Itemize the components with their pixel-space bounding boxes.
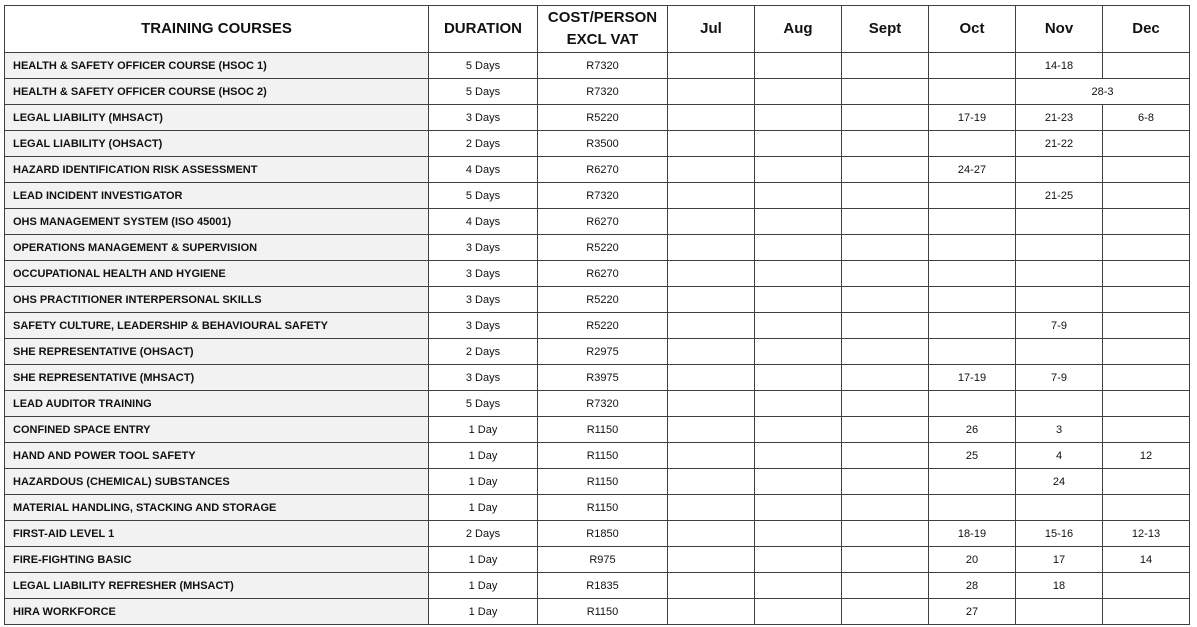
duration-cell: 1 Day: [429, 443, 538, 469]
month-cell-sept: [842, 547, 929, 573]
header-row: [5, 6, 1190, 53]
cost-cell: R1150: [538, 469, 668, 495]
month-cell-dec: [1103, 131, 1190, 157]
table-row: [5, 495, 1190, 521]
month-cell-nov: 21-25: [1016, 183, 1103, 209]
month-cell-dec: [1103, 417, 1190, 443]
header-cost-line2: EXCL VAT: [566, 31, 639, 48]
header-month-jul: Jul: [668, 6, 755, 53]
month-cell-dec: [1103, 53, 1190, 79]
table-row: [5, 209, 1190, 235]
table-row: [5, 599, 1190, 625]
month-cell-dec: [1103, 261, 1190, 287]
month-cell-sept: [842, 391, 929, 417]
month-cell-oct: 17-19: [929, 365, 1016, 391]
month-cell-aug: [755, 391, 842, 417]
cost-cell: R1850: [538, 521, 668, 547]
month-cell-nov: [1016, 261, 1103, 287]
course-name-cell: MATERIAL HANDLING, STACKING AND STORAGE: [5, 495, 429, 521]
month-cell-oct: 18-19: [929, 521, 1016, 547]
table-row: [5, 53, 1190, 79]
month-cell-nov: [1016, 287, 1103, 313]
duration-cell: 3 Days: [429, 313, 538, 339]
month-cell-aug: [755, 521, 842, 547]
table-row: [5, 417, 1190, 443]
course-name-cell: SAFETY CULTURE, LEADERSHIP & BEHAVIOURAL SAFETY: [5, 313, 429, 339]
table-row: [5, 183, 1190, 209]
month-cell-aug: [755, 495, 842, 521]
table-row: [5, 157, 1190, 183]
table-row: [5, 313, 1190, 339]
month-cell-nov: [1016, 495, 1103, 521]
month-cell-nov: 21-22: [1016, 131, 1103, 157]
month-cell-jul: [668, 235, 755, 261]
cost-cell: R5220: [538, 313, 668, 339]
month-cell-sept: [842, 261, 929, 287]
month-cell-nov: 18: [1016, 573, 1103, 599]
month-cell-jul: [668, 157, 755, 183]
course-name-cell: HAZARD IDENTIFICATION RISK ASSESSMENT: [5, 157, 429, 183]
month-cell-jul: [668, 105, 755, 131]
course-name-cell: HAND AND POWER TOOL SAFETY: [5, 443, 429, 469]
table-row: [5, 105, 1190, 131]
month-cell-aug: [755, 469, 842, 495]
month-cell-aug: [755, 261, 842, 287]
month-cell-jul: [668, 79, 755, 105]
table-row: [5, 573, 1190, 599]
month-cell-aug: [755, 313, 842, 339]
duration-cell: 4 Days: [429, 157, 538, 183]
month-cell-nov: [1016, 339, 1103, 365]
month-cell-oct: 27: [929, 599, 1016, 625]
table-row: [5, 235, 1190, 261]
month-cell-nov: 7-9: [1016, 313, 1103, 339]
cost-cell: R1150: [538, 417, 668, 443]
course-name-cell: OPERATIONS MANAGEMENT & SUPERVISION: [5, 235, 429, 261]
month-cell-aug: [755, 365, 842, 391]
cost-cell: R5220: [538, 105, 668, 131]
course-name-cell: OCCUPATIONAL HEALTH AND HYGIENE: [5, 261, 429, 287]
cost-cell: R7320: [538, 53, 668, 79]
duration-cell: 1 Day: [429, 599, 538, 625]
cost-cell: R1835: [538, 573, 668, 599]
table-row: [5, 521, 1190, 547]
cost-cell: R975: [538, 547, 668, 573]
duration-cell: 2 Days: [429, 521, 538, 547]
month-cell-nov: 3: [1016, 417, 1103, 443]
table-row: [5, 339, 1190, 365]
month-cell-sept: [842, 443, 929, 469]
month-cell-nov: 24: [1016, 469, 1103, 495]
header-cost-per-person: [538, 6, 668, 53]
month-cell-sept: [842, 417, 929, 443]
cost-cell: R1150: [538, 495, 668, 521]
duration-cell: 3 Days: [429, 105, 538, 131]
month-cell-jul: [668, 391, 755, 417]
duration-cell: 2 Days: [429, 339, 538, 365]
month-cell-oct: 24-27: [929, 157, 1016, 183]
duration-cell: 5 Days: [429, 53, 538, 79]
header-cost-line1: COST/PERSON: [547, 9, 658, 26]
month-cell-oct: [929, 79, 1016, 105]
duration-cell: 1 Day: [429, 417, 538, 443]
month-cell-aug: [755, 183, 842, 209]
month-cell-dec: 12: [1103, 443, 1190, 469]
course-name-cell: HEALTH & SAFETY OFFICER COURSE (HSOC 2): [5, 79, 429, 105]
month-cell-oct: [929, 469, 1016, 495]
month-cell-nov: [1016, 235, 1103, 261]
month-cell-aug: [755, 599, 842, 625]
table-row: [5, 443, 1190, 469]
month-cell-jul: [668, 313, 755, 339]
cost-cell: R3500: [538, 131, 668, 157]
course-name-cell: SHE REPRESENTATIVE (OHSACT): [5, 339, 429, 365]
duration-cell: 3 Days: [429, 261, 538, 287]
month-cell-nov: 4: [1016, 443, 1103, 469]
table-row: [5, 365, 1190, 391]
month-cell-jul: [668, 287, 755, 313]
duration-cell: 3 Days: [429, 235, 538, 261]
training-schedule-table: [4, 5, 1190, 625]
month-cell-jul: [668, 599, 755, 625]
month-cell-oct: [929, 339, 1016, 365]
course-name-cell: HIRA WORKFORCE: [5, 599, 429, 625]
table-row: [5, 131, 1190, 157]
month-cell-oct: 28: [929, 573, 1016, 599]
month-cell-sept: [842, 521, 929, 547]
course-name-cell: LEAD INCIDENT INVESTIGATOR: [5, 183, 429, 209]
month-cell-sept: [842, 105, 929, 131]
month-cell-aug: [755, 547, 842, 573]
month-cell-jul: [668, 261, 755, 287]
month-cell-dec: [1103, 287, 1190, 313]
table-row: [5, 469, 1190, 495]
cost-cell: R6270: [538, 157, 668, 183]
month-cell-oct: 26: [929, 417, 1016, 443]
course-name-cell: LEGAL LIABILITY REFRESHER (MHSACT): [5, 573, 429, 599]
month-cell-aug: [755, 235, 842, 261]
month-cell-jul: [668, 417, 755, 443]
month-cell-oct: [929, 209, 1016, 235]
month-cell-jul: [668, 521, 755, 547]
month-cell-oct: 17-19: [929, 105, 1016, 131]
month-cell-aug: [755, 53, 842, 79]
cost-cell: R6270: [538, 209, 668, 235]
month-cell-sept: [842, 79, 929, 105]
month-cell-nov: [1016, 209, 1103, 235]
duration-cell: 5 Days: [429, 183, 538, 209]
month-cell-dec: [1103, 573, 1190, 599]
month-cell-oct: [929, 131, 1016, 157]
month-cell-aug: [755, 105, 842, 131]
month-cell-dec: [1103, 183, 1190, 209]
course-name-cell: OHS PRACTITIONER INTERPERSONAL SKILLS: [5, 287, 429, 313]
table-body: [5, 53, 1190, 625]
month-cell-jul: [668, 339, 755, 365]
month-cell-aug: [755, 287, 842, 313]
month-cell-dec: [1103, 391, 1190, 417]
month-cell-aug: [755, 573, 842, 599]
month-cell-nov: [1016, 599, 1103, 625]
month-cell-oct: [929, 313, 1016, 339]
month-cell-sept: [842, 573, 929, 599]
course-name-cell: LEGAL LIABILITY (OHSACT): [5, 131, 429, 157]
month-cell-nov: 21-23: [1016, 105, 1103, 131]
duration-cell: 2 Days: [429, 131, 538, 157]
course-name-cell: OHS MANAGEMENT SYSTEM (ISO 45001): [5, 209, 429, 235]
course-name-cell: LEGAL LIABILITY (MHSACT): [5, 105, 429, 131]
duration-cell: 1 Day: [429, 547, 538, 573]
month-cell-aug: [755, 131, 842, 157]
month-cell-sept: [842, 339, 929, 365]
month-cell-dec: [1103, 599, 1190, 625]
month-cell-dec: 14: [1103, 547, 1190, 573]
cost-cell: R2975: [538, 339, 668, 365]
month-cell-nov: 14-18: [1016, 53, 1103, 79]
header-month-sept: Sept: [842, 6, 929, 53]
header-duration: DURATION: [429, 6, 538, 53]
course-name-cell: FIRST-AID LEVEL 1: [5, 521, 429, 547]
month-cell-dec: [1103, 313, 1190, 339]
duration-cell: 5 Days: [429, 79, 538, 105]
month-cell-oct: [929, 53, 1016, 79]
month-cell-jul: [668, 209, 755, 235]
month-cell-dec: [1103, 157, 1190, 183]
month-cell-nov-dec: 28-3: [1016, 79, 1190, 105]
month-cell-sept: [842, 495, 929, 521]
month-cell-nov: 17: [1016, 547, 1103, 573]
month-cell-jul: [668, 495, 755, 521]
month-cell-oct: [929, 495, 1016, 521]
month-cell-oct: [929, 261, 1016, 287]
month-cell-dec: [1103, 365, 1190, 391]
month-cell-sept: [842, 287, 929, 313]
month-cell-nov: 7-9: [1016, 365, 1103, 391]
month-cell-dec: [1103, 339, 1190, 365]
table-row: [5, 79, 1190, 105]
month-cell-oct: 20: [929, 547, 1016, 573]
month-cell-dec: [1103, 235, 1190, 261]
cost-cell: R7320: [538, 79, 668, 105]
duration-cell: 3 Days: [429, 287, 538, 313]
month-cell-nov: [1016, 157, 1103, 183]
course-name-cell: HEALTH & SAFETY OFFICER COURSE (HSOC 1): [5, 53, 429, 79]
month-cell-dec: [1103, 469, 1190, 495]
month-cell-jul: [668, 365, 755, 391]
cost-cell: R3975: [538, 365, 668, 391]
month-cell-sept: [842, 157, 929, 183]
duration-cell: 4 Days: [429, 209, 538, 235]
cost-cell: R5220: [538, 287, 668, 313]
month-cell-jul: [668, 573, 755, 599]
month-cell-sept: [842, 53, 929, 79]
cost-cell: R1150: [538, 599, 668, 625]
header-month-oct: Oct: [929, 6, 1016, 53]
month-cell-jul: [668, 547, 755, 573]
duration-cell: 3 Days: [429, 365, 538, 391]
month-cell-sept: [842, 209, 929, 235]
course-name-cell: SHE REPRESENTATIVE (MHSACT): [5, 365, 429, 391]
course-name-cell: FIRE-FIGHTING BASIC: [5, 547, 429, 573]
month-cell-oct: [929, 287, 1016, 313]
table-row: [5, 391, 1190, 417]
month-cell-jul: [668, 131, 755, 157]
month-cell-nov: [1016, 391, 1103, 417]
header-month-nov: Nov: [1016, 6, 1103, 53]
month-cell-nov: 15-16: [1016, 521, 1103, 547]
month-cell-oct: 25: [929, 443, 1016, 469]
month-cell-aug: [755, 443, 842, 469]
duration-cell: 1 Day: [429, 495, 538, 521]
cost-cell: R7320: [538, 183, 668, 209]
month-cell-sept: [842, 131, 929, 157]
month-cell-aug: [755, 209, 842, 235]
duration-cell: 5 Days: [429, 391, 538, 417]
table-row: [5, 547, 1190, 573]
month-cell-sept: [842, 235, 929, 261]
course-name-cell: LEAD AUDITOR TRAINING: [5, 391, 429, 417]
header-training-courses: TRAINING COURSES: [5, 6, 429, 53]
month-cell-sept: [842, 313, 929, 339]
cost-cell: R1150: [538, 443, 668, 469]
month-cell-aug: [755, 339, 842, 365]
month-cell-sept: [842, 469, 929, 495]
cost-cell: R7320: [538, 391, 668, 417]
month-cell-dec: [1103, 209, 1190, 235]
month-cell-aug: [755, 417, 842, 443]
header-month-aug: Aug: [755, 6, 842, 53]
duration-cell: 1 Day: [429, 573, 538, 599]
header-month-dec: Dec: [1103, 6, 1190, 53]
cost-cell: R5220: [538, 235, 668, 261]
course-name-cell: HAZARDOUS (CHEMICAL) SUBSTANCES: [5, 469, 429, 495]
month-cell-jul: [668, 443, 755, 469]
month-cell-jul: [668, 469, 755, 495]
month-cell-oct: [929, 235, 1016, 261]
month-cell-jul: [668, 53, 755, 79]
duration-cell: 1 Day: [429, 469, 538, 495]
month-cell-dec: 12-13: [1103, 521, 1190, 547]
month-cell-oct: [929, 183, 1016, 209]
table-row: [5, 287, 1190, 313]
month-cell-jul: [668, 183, 755, 209]
month-cell-oct: [929, 391, 1016, 417]
month-cell-aug: [755, 157, 842, 183]
month-cell-sept: [842, 599, 929, 625]
table-row: [5, 261, 1190, 287]
course-name-cell: CONFINED SPACE ENTRY: [5, 417, 429, 443]
month-cell-sept: [842, 183, 929, 209]
month-cell-dec: [1103, 495, 1190, 521]
cost-cell: R6270: [538, 261, 668, 287]
month-cell-aug: [755, 79, 842, 105]
month-cell-dec: 6-8: [1103, 105, 1190, 131]
month-cell-sept: [842, 365, 929, 391]
